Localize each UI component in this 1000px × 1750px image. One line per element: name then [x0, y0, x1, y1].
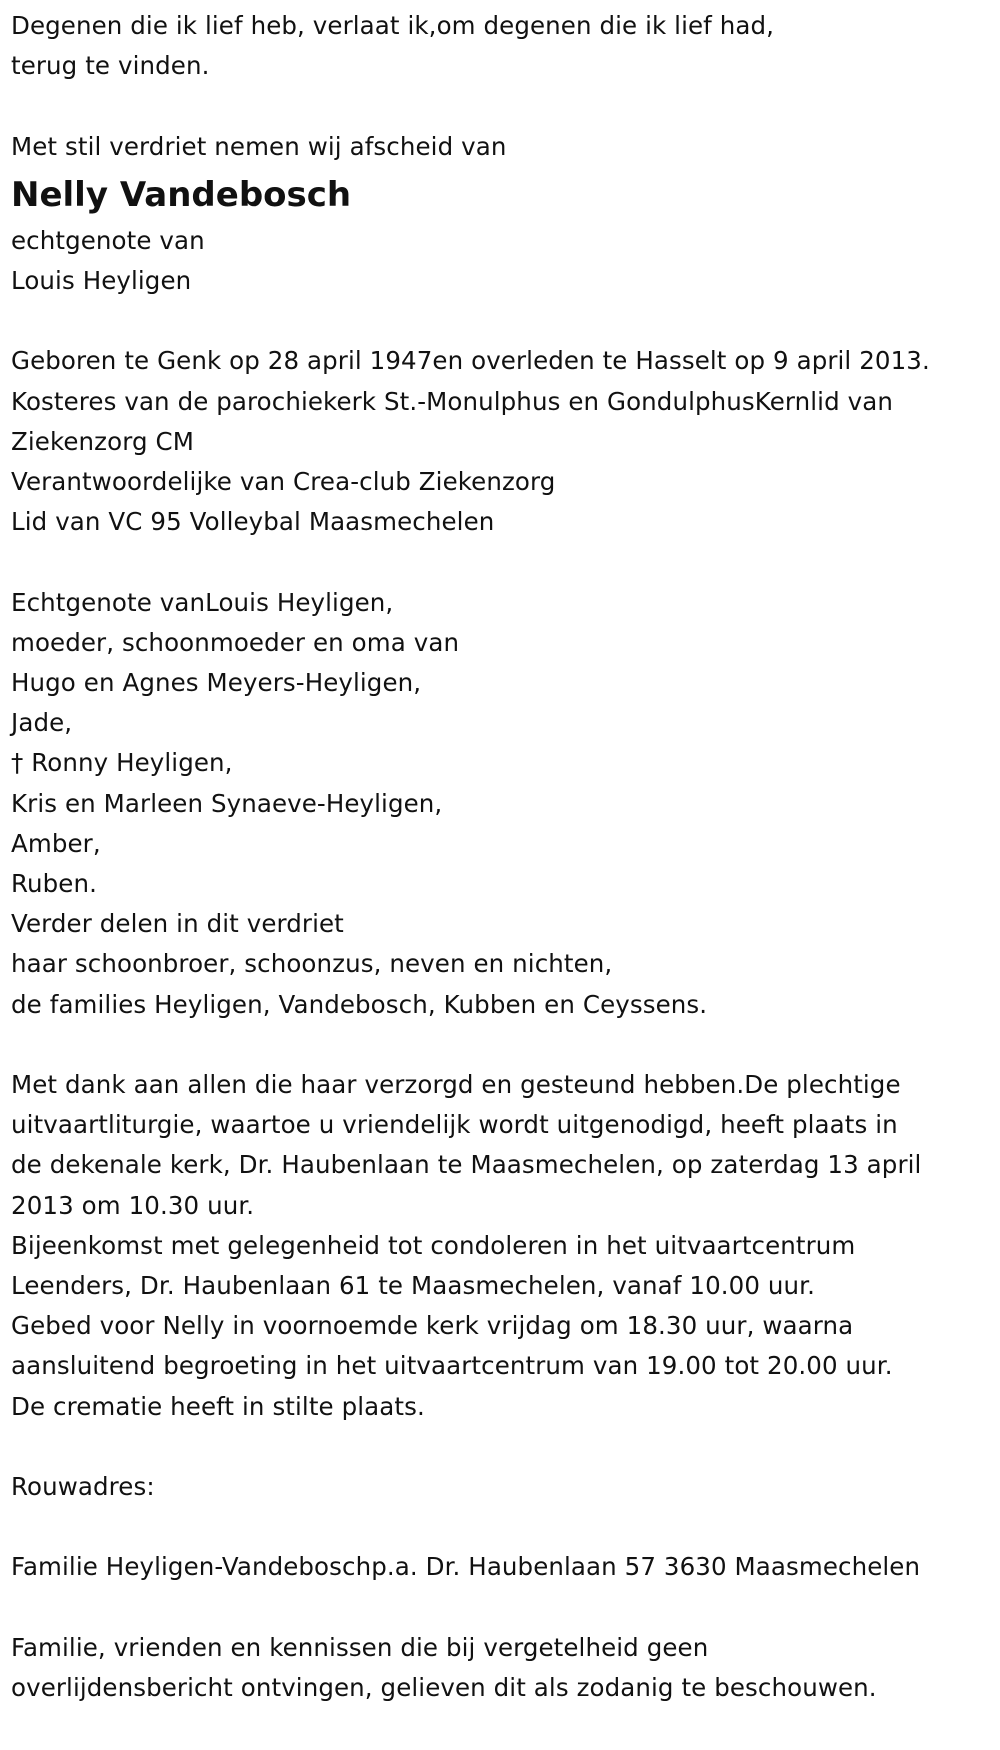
biography-line: Verantwoordelijke van Crea-club Ziekenzorg: [11, 467, 556, 496]
family-section: [11, 583, 996, 1025]
quote-line: Degenen die ik lief heb, verlaat ik,om degenen die ik lief had,: [11, 11, 775, 40]
deceased-name: Nelly Vandebosch: [11, 174, 352, 215]
ceremony-line: de dekenale kerk, Dr. Haubenlaan te Maasmechelen, op zaterdag 13 april: [11, 1150, 922, 1180]
spouse-name: Louis Heyligen: [11, 266, 192, 295]
address-value: Familie Heyligen-Vandeboschp.a. Dr. Haubenlaan 57 3630 Maasmechelen: [11, 1552, 921, 1582]
ceremony-line: uitvaartliturgie, waartoe u vriendelijk wordt uitgenodigd, heeft plaats in: [11, 1110, 898, 1140]
family-line: Ruben.: [11, 869, 97, 899]
ceremony-line: Gebed voor Nelly in voornoemde kerk vrijdag om 18.30 uur, waarna: [11, 1311, 854, 1341]
closing-line: Familie, vrienden en kennissen die bij vergetelheid geen: [11, 1632, 709, 1662]
family-line: de families Heyligen, Vandebosch, Kubben en Ceyssens.: [11, 989, 708, 1019]
biography-line: Kosteres van de parochiekerk St.-Monulphus en GondulphusKernlid van: [11, 386, 893, 416]
family-line: Jade,: [11, 708, 73, 738]
family-line: Verder delen in dit verdriet: [11, 909, 344, 939]
ceremony-line: Met dank aan allen die haar verzorgd en gesteund hebben.De plechtige: [11, 1070, 901, 1100]
family-line: Kris en Marleen Synaeve-Heyligen,: [11, 788, 443, 818]
family-line: Amber,: [11, 828, 101, 858]
intro-section: [11, 6, 996, 167]
ceremony-section: [11, 1065, 996, 1427]
ceremony-line: Bijeenkomst met gelegenheid tot condoleren in het uitvaartcentrum: [11, 1230, 856, 1260]
spouse-label: echtgenote van: [11, 225, 205, 255]
family-line-deceased: † Ronny Heyligen,: [11, 748, 233, 778]
ceremony-line: 2013 om 10.30 uur.: [11, 1190, 255, 1220]
family-line: Hugo en Agnes Meyers-Heyligen,: [11, 668, 422, 697]
family-line: haar schoonbroer, schoonzus, neven en nichten,: [11, 949, 613, 979]
biography-line: Geboren te Genk op 28 april 1947en overleden te Hasselt op 9 april 2013.: [11, 346, 930, 376]
closing-section: [11, 1628, 996, 1708]
farewell-line: Met stil verdriet nemen wij afscheid van: [11, 131, 507, 161]
address-label: Rouwadres:: [11, 1472, 155, 1502]
biography-line: Ziekenzorg CM: [11, 426, 194, 456]
closing-line: overlijdensbericht ontvingen, gelieven dit als zodanig te beschouwen.: [11, 1673, 877, 1703]
biography-section: [11, 341, 996, 542]
quote-line: terug te vinden.: [11, 51, 210, 81]
ceremony-line: De crematie heeft in stilte plaats.: [11, 1391, 425, 1421]
biography-line: Lid van VC 95 Volleybal Maasmechelen: [11, 507, 495, 537]
ceremony-line: Leenders, Dr. Haubenlaan 61 te Maasmechelen, vanaf 10.00 uur.: [11, 1271, 815, 1301]
address-section: [11, 1467, 996, 1588]
family-line: Echtgenote vanLouis Heyligen,: [11, 587, 394, 617]
ceremony-line: aansluitend begroeting in het uitvaartcentrum van 19.00 tot 20.00 uur.: [11, 1351, 893, 1381]
family-line: moeder, schoonmoeder en oma van: [11, 627, 460, 657]
